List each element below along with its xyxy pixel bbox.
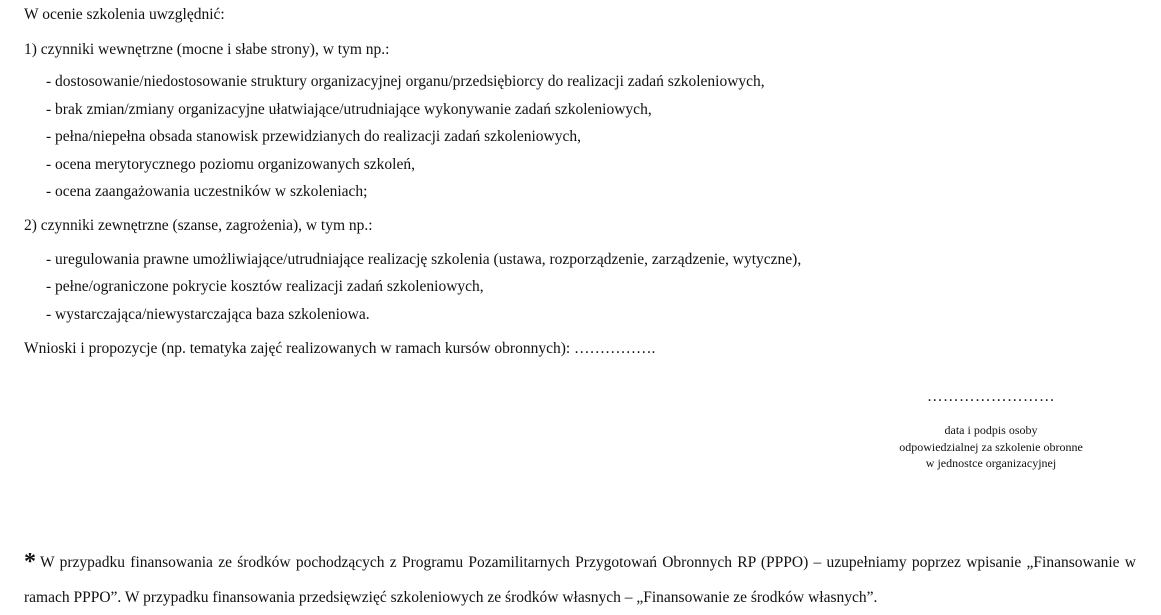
signature-caption	[880, 422, 1102, 472]
section-1-item: - ocena zaangażowania uczestników w szkoleniach;	[46, 183, 368, 200]
intro-text: W ocenie szkolenia uwzględnić:	[24, 6, 225, 23]
signature-caption-line: odpowiedzialnej za szkolenie obronne	[899, 439, 1083, 454]
section-2-heading: 2) czynniki zewnętrzne (szanse, zagrożenia), w tym np.:	[24, 217, 373, 234]
section-1-item: - pełna/niepełna obsada stanowisk przewidzianych do realizacji zadań szkoleniowych,	[46, 128, 581, 145]
conclusions-line: Wnioski i propozycje (np. tematyka zajęć realizowanych w ramach kursów obronnych): …………….	[24, 340, 656, 357]
section-2-item: - pełne/ograniczone pokrycie kosztów realizacji zadań szkoleniowych,	[46, 278, 484, 295]
section-1-heading: 1) czynniki wewnętrzne (mocne i słabe strony), w tym np.:	[24, 41, 390, 58]
section-1-item: - brak zmian/zmiany organizacyjne ułatwiające/utrudniające wykonywanie zadań szkoleniowych,	[46, 101, 652, 118]
footnote	[24, 545, 1136, 615]
section-1-item: - dostosowanie/niedostosowanie struktury organizacyjnej organu/przedsiębiorcy do realizacji zadań szkoleniowych,	[46, 73, 765, 90]
footnote-marker: *	[24, 549, 36, 575]
section-2-item: - uregulowania prawne umożliwiające/utrudniające realizację szkolenia (ustawa, rozporządzenie, zarządzenie, wytyczne),	[46, 251, 802, 268]
section-2-item: - wystarczająca/niewystarczająca baza szkoleniowa.	[46, 306, 370, 323]
section-1-item: - ocena merytorycznego poziomu organizowanych szkoleń,	[46, 156, 415, 173]
signature-caption-line: w jednostce organizacyjnej	[925, 456, 1057, 470]
signature-caption-line: data i podpis osoby	[944, 423, 1038, 437]
footnote-text: W przypadku finansowania ze środków pochodzących z Programu Pozamilitarnych Przygotowań Obronnych RP (PPPO) – uzupełniamy poprzez wpisanie „Finansowanie w ramach PPPO”. W przypadku finansowania przedsięwzięć szkoleniowych ze środków własnych – „Finansowanie ze środków własnych”.	[24, 554, 1136, 606]
signature-dots: ……………………	[927, 388, 1055, 405]
